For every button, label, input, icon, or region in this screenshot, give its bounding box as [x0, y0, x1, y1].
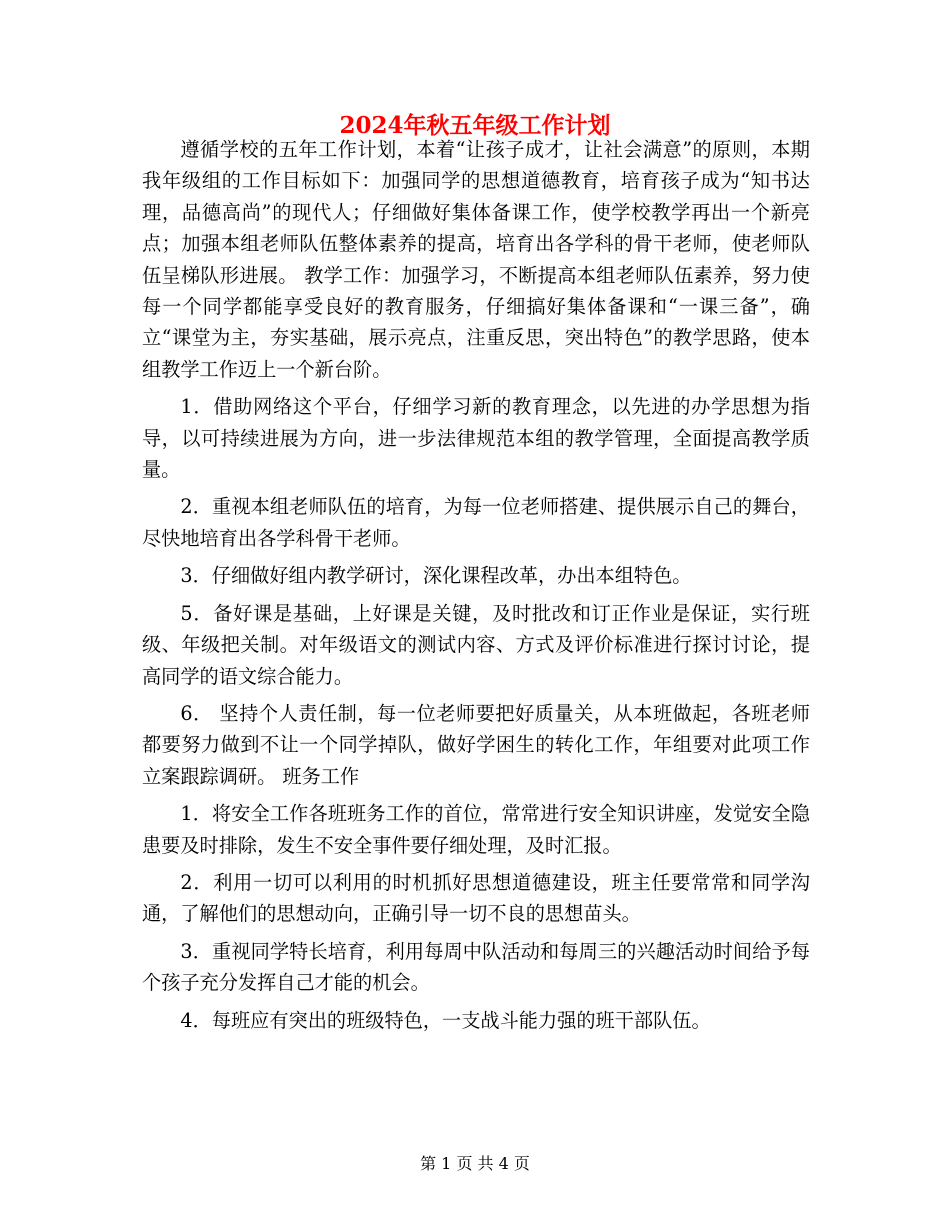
paragraph-class-item-4: 4．每班应有突出的班级特色，一支战斗能力强的班干部队伍。 — [180, 1008, 711, 1032]
paragraph-item-5: 5．备好课是基础，上好课是关键，及时批改和订正作业是保证，实行班级、年级把关制。对年级语文的测试内容、方式及评价标准进行探讨讨论，提高同学的语文综合能力。 — [142, 601, 810, 688]
paragraph-item-2: 2．重视本组老师队伍的培育，为每一位老师搭建、提供展示自己的舞台，尽快地培育出各学科骨干老师。 — [142, 495, 810, 550]
paragraph-class-item-1: 1．将安全工作各班班务工作的首位，常常进行安全知识讲座，发觉安全隐患要及时排除，发生不安全事件要仔细处理，及时汇报。 — [142, 802, 810, 857]
paragraph-class-item-3: 3．重视同学特长培育，利用每周中队活动和每周三的兴趣活动时间给予每个孩子充分发挥自己才能的机会。 — [142, 939, 810, 995]
page-number-footer: 第 1 页 共 4 页 — [420, 1154, 530, 1173]
paragraph-item-3: 3．仔细做好组内教学研讨，深化课程改革，办出本组特色。 — [180, 564, 692, 588]
document-body — [142, 134, 810, 1036]
paragraph-intro: 遵循学校的五年工作计划，本着“让孩子成才，让社会满意”的原则，本期我年级组的工作目标如下：加强同学的思想道德教育，培育孩子成为“知书达理，品德高尚”的现代人；仔细做好集体备课工作，使学校教学再出一个新亮点；加强本组老师队伍整体素养的提高，培育出各学科的骨干老师，使老师队伍呈梯队形进展。 教学工作：加强学习，不断提高本组老师队伍素养，努力使每一个同学都能享受良好的教育服务，仔细搞好集体备课和“一课三备”，确立“课堂为主，夯实基础，展示亮点，注重反思，突出特色”的教学思路，使本组教学工作迈上一个新台阶。 — [142, 138, 810, 381]
paragraph-class-item-2: 2．利用一切可以利用的时机抓好思想道德建设，班主任要常常和同学沟通，了解他们的思想动向，正确引导一切不良的思想苗头。 — [142, 870, 810, 926]
paragraph-item-1: 1．借助网络这个平台，仔细学习新的教育理念，以先进的办学思想为指导，以可持续进展为方向，进一步法律规范本组的教学管理，全面提高教学质量。 — [142, 395, 810, 482]
paragraph-item-6: 6． 坚持个人责任制，每一位老师要把好质量关，从本班做起，各班老师都要努力做到不让一个同学掉队，做好学困生的转化工作，年组要对此项工作立案跟踪调研。 班务工作 — [142, 701, 810, 788]
document-title: 2024年秋五年级工作计划 — [339, 112, 611, 139]
